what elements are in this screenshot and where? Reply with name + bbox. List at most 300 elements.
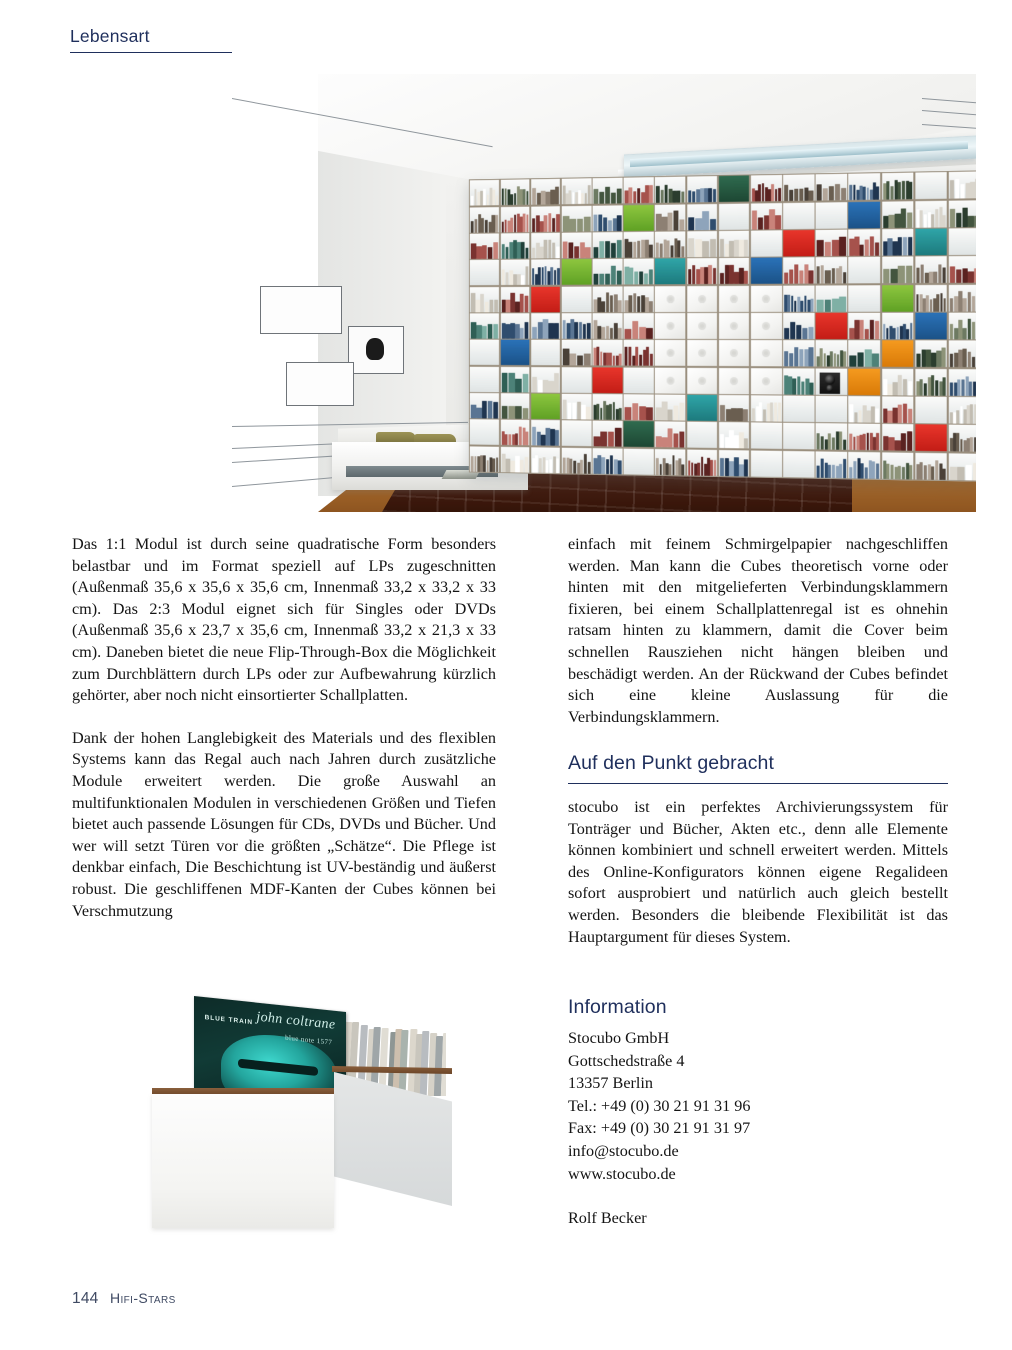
book-row [850, 402, 880, 422]
book-row [883, 263, 913, 283]
book-spine [739, 240, 743, 257]
book-spine [833, 353, 836, 367]
book-spine [832, 298, 839, 311]
book-spine [570, 353, 576, 365]
book-spine [480, 294, 484, 312]
book-spine [656, 243, 659, 258]
book-spine [974, 216, 976, 227]
book-spine [832, 465, 835, 478]
book-spine [809, 270, 813, 283]
shelf-cube [655, 395, 685, 421]
shelf-cube [470, 313, 499, 338]
book-spine [921, 350, 925, 368]
book-row [916, 347, 946, 367]
book-spine [970, 404, 973, 424]
book-spine [890, 268, 897, 283]
book-spine [956, 270, 962, 284]
book-spine [540, 221, 543, 232]
book-spine [950, 209, 956, 227]
book-spine [866, 187, 869, 200]
album-label-text: blue note 1577 [285, 1033, 333, 1047]
book-spine [633, 241, 637, 257]
book-spine [577, 463, 580, 473]
book-spine [521, 242, 524, 259]
book-spine [572, 193, 575, 205]
book-spine [485, 220, 488, 232]
book-spine [793, 378, 797, 394]
book-spine [605, 274, 610, 285]
shelf-cube [915, 341, 947, 368]
book-spine [729, 265, 733, 284]
book-spine [662, 437, 667, 447]
book-spine [824, 242, 831, 257]
book-spine [656, 436, 661, 448]
book-spine [682, 465, 685, 475]
shelf-cube [949, 425, 976, 452]
book-spine [953, 412, 956, 424]
book-spine [710, 239, 717, 257]
book-spine [669, 189, 673, 203]
book-spine [902, 466, 905, 478]
shelf-cube [500, 393, 529, 419]
shelf-cube [624, 232, 654, 258]
book-spine [887, 181, 890, 200]
spacer [568, 1185, 948, 1207]
book-spine [896, 327, 899, 339]
book-spine [532, 248, 535, 258]
book-spine [939, 207, 942, 227]
book-spine [962, 268, 968, 283]
book-spine [552, 218, 555, 231]
book-spine [696, 269, 700, 284]
book-spine [575, 322, 578, 338]
book-spine [482, 326, 487, 339]
book-spine [673, 434, 678, 448]
book-spine [801, 382, 805, 394]
book-spine [868, 461, 871, 479]
book-spine [928, 464, 931, 480]
book-spine [889, 326, 892, 339]
book-spine [943, 377, 946, 395]
book-spine [774, 402, 777, 421]
shelf-cabinet-door [687, 313, 717, 339]
book-spine [695, 218, 702, 229]
book-spine [805, 379, 809, 395]
book-spine [832, 437, 835, 449]
book-spine [617, 215, 621, 231]
book-row [471, 319, 498, 338]
book-row [720, 429, 749, 449]
shelf-cube [783, 368, 814, 394]
book-spine [639, 327, 646, 339]
book-spine [720, 273, 724, 284]
book-spine [548, 214, 551, 232]
loudspeaker [820, 372, 839, 393]
book-spine [931, 214, 934, 227]
book-spine [598, 455, 601, 473]
book-spine [664, 185, 668, 203]
book-spine [515, 406, 521, 419]
book-spine [965, 465, 972, 480]
book-spine [872, 354, 879, 367]
shelf-cabinet-door [655, 313, 685, 339]
shelf-cube [687, 176, 717, 202]
book-spine [794, 189, 798, 201]
paragraph: einfach mit feinem Schmirgelpapier nachgeschliffen werden. Man kann die Cubes theoretisch vorne oder hinten mit den mitgelieferten Verbindungsklammern fixieren, bei einem Schallplattenregal ist es ohnehin ratsam hinten zu klammern, damit die Cover beim schnellen Rausziehen nicht hängen bleiben und beschädigt werden. An der Rückwand der Cubes befindet sich eine kleine Auslassung für die Verbindungsklammern. [568, 535, 948, 726]
shelf-cube [562, 206, 592, 232]
section-information [568, 996, 948, 1230]
shelf-cube [593, 178, 623, 204]
book-spine [883, 183, 886, 199]
book-spine [519, 427, 522, 445]
book-spine [554, 323, 559, 339]
book-spine [692, 191, 696, 203]
shelf-cube [562, 179, 592, 205]
book-spine [688, 460, 691, 475]
book-spine [876, 187, 879, 200]
book-spine [817, 433, 820, 450]
book-row [883, 207, 913, 227]
book-spine [602, 301, 605, 311]
book-spine [505, 435, 508, 446]
book-spine [587, 323, 590, 339]
shelf-cube [593, 286, 623, 312]
book-row [950, 263, 976, 283]
book-row [688, 237, 717, 257]
shelf-cube [562, 232, 592, 258]
book-spine [556, 246, 559, 258]
shelf-cube [882, 229, 914, 256]
shelf-cube [562, 286, 592, 312]
book-spine [714, 460, 717, 476]
book-spine [629, 295, 633, 312]
website-url[interactable]: www.stocubo.de [568, 1164, 676, 1183]
body-column-right [568, 534, 948, 749]
book-spine [968, 272, 974, 284]
book-spine [828, 434, 831, 450]
book-spine [963, 298, 967, 311]
book-spine [787, 295, 790, 312]
book-row [883, 431, 913, 452]
book-row [594, 184, 622, 204]
book-spine [563, 216, 569, 232]
book-row [532, 239, 559, 259]
book-row [850, 458, 880, 479]
shelf-cube [783, 423, 814, 450]
book-spine [898, 466, 901, 479]
shelf-cube [816, 230, 847, 257]
book-row [950, 375, 976, 395]
book-row [688, 210, 717, 230]
book-spine [888, 411, 892, 423]
book-spine [965, 183, 970, 199]
shelf-cube [719, 450, 750, 476]
book-spine [599, 192, 604, 204]
shelf-cube [816, 423, 847, 450]
book-spine [906, 329, 909, 340]
shelf-cube [531, 179, 560, 205]
book-spine [843, 439, 846, 450]
shelf-cube [687, 258, 717, 284]
book-spine [505, 273, 508, 286]
book-spine [646, 328, 653, 339]
book-spine [929, 272, 933, 283]
book-spine [763, 409, 766, 421]
book-spine [919, 294, 922, 311]
book-spine [967, 319, 971, 339]
shelf-cube [562, 447, 592, 473]
book-spine [898, 182, 901, 200]
book-spine [669, 464, 672, 474]
book-spine [796, 325, 801, 339]
book-spine [568, 243, 573, 259]
book-spine [557, 268, 560, 285]
book-spine [679, 431, 684, 448]
book-spine [860, 185, 863, 200]
book-row [950, 319, 976, 339]
book-spine [923, 298, 926, 311]
book-spine [525, 457, 529, 473]
shelf-cube [593, 205, 623, 231]
book-spine [839, 431, 842, 450]
book-spine [515, 324, 519, 339]
shelf-cube [500, 206, 529, 232]
shelf-cube [624, 367, 654, 393]
book-spine [839, 297, 846, 312]
book-spine [734, 457, 738, 476]
fax-number: Fax: +49 (0) 30 21 91 31 97 [568, 1119, 751, 1138]
book-spine [870, 236, 874, 256]
book-spine [839, 237, 846, 256]
book-spine [853, 437, 856, 450]
book-spine [514, 193, 517, 205]
book-spine [957, 466, 964, 480]
book-spine [930, 299, 933, 311]
shelf-cube [849, 174, 881, 201]
book-spine [625, 407, 632, 420]
book-spine [866, 432, 869, 450]
book-spine [957, 411, 960, 424]
book-row [563, 346, 591, 365]
shelf-cube [751, 175, 782, 202]
book-spine [625, 300, 628, 311]
book-spine [967, 438, 970, 452]
book-row [563, 239, 591, 259]
book-row [850, 180, 880, 201]
book-row [850, 319, 880, 339]
shelf-cabinet-door [655, 367, 685, 393]
shelf-cube [719, 422, 750, 448]
book-spine [615, 428, 622, 447]
shelf-cube [882, 452, 914, 479]
book-spine [599, 274, 604, 285]
book-spine [894, 467, 897, 479]
shelf-cube [783, 258, 814, 284]
book-row [594, 211, 622, 231]
book-spine [600, 408, 603, 419]
book-spine [515, 456, 519, 472]
book-spine [729, 241, 733, 257]
shelf-cube [562, 313, 592, 339]
shelf-cube [470, 420, 499, 446]
book-spine [809, 347, 813, 367]
book-spine [810, 383, 814, 395]
book-spine [633, 293, 637, 311]
book-row [817, 430, 846, 450]
shelf-cube [470, 260, 499, 285]
book-spine [606, 459, 609, 474]
book-spine [649, 185, 653, 203]
shelf-cube [915, 397, 947, 424]
shelf-cube [816, 396, 847, 423]
book-spine [789, 353, 793, 366]
book-spine [544, 240, 547, 259]
shelf-cube [500, 447, 529, 473]
book-spine [493, 402, 498, 419]
book-spine [625, 266, 629, 285]
book-spine [515, 378, 521, 392]
book-spine [973, 463, 976, 480]
book-row [656, 455, 684, 475]
book-spine [493, 325, 498, 339]
book-spine [784, 294, 787, 311]
shelf-cube [531, 447, 560, 473]
book-spine [700, 189, 704, 203]
book-spine [485, 302, 489, 312]
book-spine [598, 298, 601, 312]
shelf-cube-accent [915, 229, 947, 256]
book-row [916, 207, 946, 228]
book-spine [920, 211, 923, 228]
book-row [471, 213, 498, 233]
shelf-cube [849, 341, 881, 367]
book-spine [688, 190, 692, 203]
book-spine [839, 464, 842, 478]
shelf-grid [469, 170, 976, 481]
book-row [625, 346, 653, 366]
shelf-cube [949, 200, 976, 227]
book-spine [850, 328, 854, 339]
book-spine [483, 455, 486, 472]
book-spine [863, 405, 867, 422]
book-row [594, 238, 622, 258]
email-address[interactable]: info@stocubo.de [568, 1141, 679, 1160]
book-spine [668, 410, 673, 421]
book-row [532, 319, 559, 338]
shelf-cabinet-door [719, 313, 750, 339]
shelf-cube [915, 200, 947, 227]
shelf-cube [531, 233, 560, 259]
book-spine [873, 437, 876, 451]
book-row [501, 266, 528, 285]
book-spine [876, 433, 879, 451]
book-spine [523, 190, 526, 206]
book-spine [471, 322, 476, 339]
shelf-cabinet-door [719, 368, 750, 394]
book-spine [856, 190, 859, 200]
book-spine [832, 268, 835, 284]
book-spine [808, 327, 813, 339]
shelf-cube [500, 180, 529, 206]
shelf-cube [624, 448, 654, 474]
book-spine [490, 300, 494, 312]
book-spine [850, 356, 857, 367]
book-spine [541, 267, 544, 285]
book-spine [637, 188, 641, 204]
book-spine [509, 242, 512, 258]
shelf-cube [687, 449, 717, 475]
book-spine [573, 461, 576, 474]
book-spine [794, 264, 798, 284]
book-spine [841, 188, 846, 201]
book-spine [488, 324, 493, 339]
book-spine [865, 239, 869, 255]
book-spine [920, 379, 923, 395]
book-spine [737, 408, 742, 421]
book-spine [566, 458, 569, 473]
shelf-cube [593, 340, 623, 366]
book-spine [775, 216, 780, 229]
book-spine [865, 329, 869, 340]
book-spine [563, 349, 569, 366]
book-row [720, 264, 749, 284]
book-row [532, 453, 559, 473]
shelf-cube [719, 395, 750, 421]
book-spine [520, 460, 524, 472]
shelf-cube [719, 258, 750, 284]
book-spine [950, 298, 954, 311]
shelf-cube-accent [751, 258, 782, 284]
book-row [501, 399, 528, 419]
book-row [784, 347, 813, 367]
book-spine [900, 326, 903, 340]
book-spine [619, 408, 622, 420]
book-spine [889, 437, 894, 450]
book-row [501, 426, 528, 446]
book-spine [577, 402, 581, 420]
book-spine [916, 267, 920, 283]
book-spine [610, 455, 614, 474]
book-spine [893, 382, 897, 395]
book-row [950, 459, 976, 480]
book-spine [556, 214, 559, 231]
shelf-cube [882, 257, 914, 284]
book-spine [752, 210, 757, 229]
book-spine [924, 215, 927, 228]
book-spine [744, 459, 748, 476]
book-spine [968, 216, 974, 227]
book-spine [671, 246, 674, 257]
book-row [563, 212, 591, 232]
book-spine [614, 295, 618, 312]
book-spine [959, 320, 963, 339]
shelf-cube [531, 313, 560, 338]
book-spine [739, 433, 743, 449]
book-spine [517, 274, 520, 285]
shelf-cube [816, 257, 847, 283]
book-spine [614, 323, 618, 338]
book-row [916, 291, 946, 311]
book-spine [890, 186, 893, 200]
book-spine [967, 352, 971, 367]
book-spine [634, 272, 638, 285]
book-spine [824, 271, 827, 284]
book-spine [820, 348, 823, 367]
book-spine [544, 216, 547, 232]
shelf-cube [531, 206, 560, 232]
book-spine [963, 328, 967, 339]
shelf-cube [470, 446, 499, 472]
